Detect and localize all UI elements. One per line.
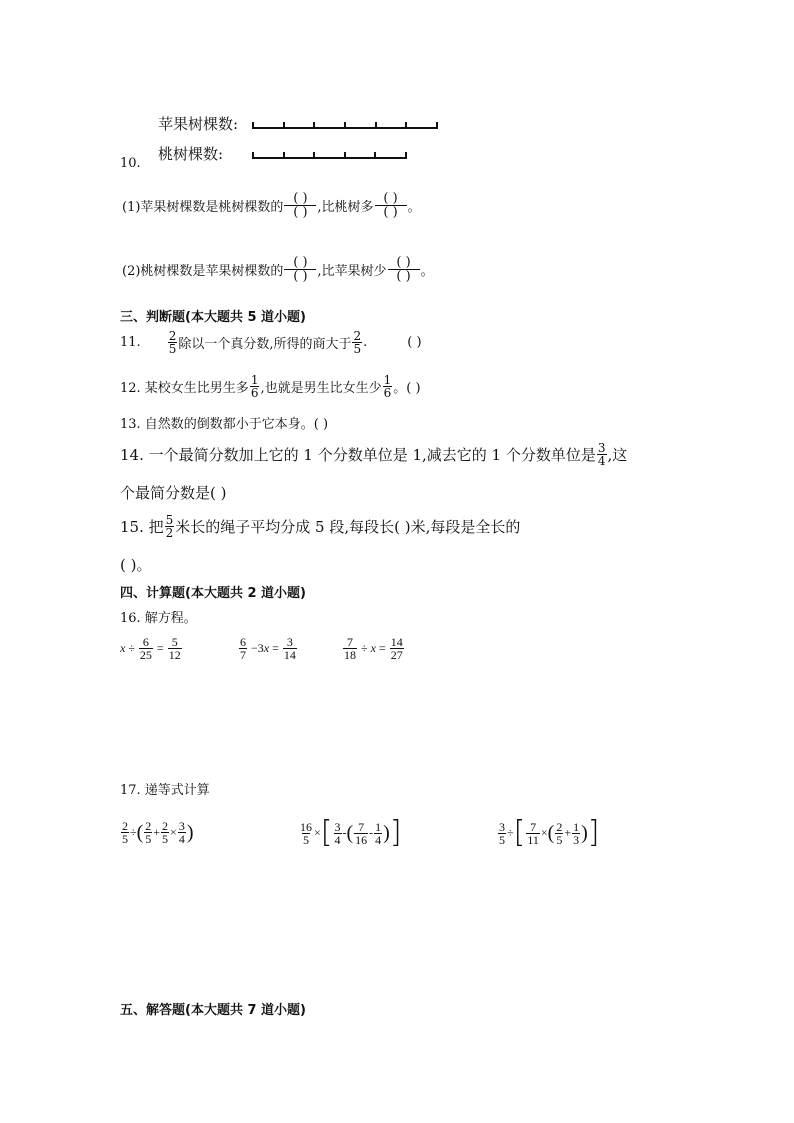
- segment-line: [252, 157, 407, 159]
- q16-title: 16. 解方程。: [120, 611, 197, 626]
- peach-label: 桃树棵数:: [158, 145, 224, 163]
- segment-tick: [405, 152, 407, 159]
- blank-fraction[interactable]: ( ) ( ): [388, 256, 420, 283]
- section-3-title: 三、判断题(本大题共 5 道小题): [120, 310, 306, 325]
- segment-tick: [344, 152, 346, 159]
- equation-3: $\frac{7}{18}$ ÷ x = $\frac{14}{27}$: [344, 635, 403, 662]
- answer-blank[interactable]: 。( ): [393, 381, 421, 396]
- segment-tick: [375, 122, 377, 129]
- q14-line2: 个最简分数是( ): [120, 484, 227, 502]
- q15: 15. 把 $\frac{5}{2}$ 米长的绳子平均分成 5 段,每段长( )米,每段是全长的: [120, 513, 521, 540]
- blank-fraction[interactable]: ( ) ( ): [284, 192, 316, 219]
- expression-3: $\frac{3}{5}$ ÷[ $\frac{7}{11}$ ×( $\frac{2}{5}$ + $\frac{1}{3}$ )]: [499, 815, 600, 850]
- segment-tick: [252, 122, 254, 129]
- section-5-title: 五、解答题(本大题共 7 道小题): [120, 1003, 306, 1018]
- blank-fraction[interactable]: ( ) ( ): [375, 192, 407, 219]
- section-4-title: 四、计算题(本大题共 2 道小题): [120, 586, 306, 601]
- equation-2: $\frac{6}{7}$ −3x = $\frac{3}{14}$: [240, 635, 296, 662]
- segment-tick: [252, 152, 254, 159]
- q12: 12. 某校女生比男生多 $\frac{1}{6}$ ,也就是男生比女生少 $\frac{1}{6}$ 。( ): [120, 373, 421, 400]
- equation-1: x ÷ $\frac{6}{25}$ = $\frac{5}{12}$: [120, 635, 181, 662]
- q14: 14. 一个最简分数加上它的 1 个分数单位是 1,减去它的 1 个分数单位是 $\frac{3}{4}$ ,这: [120, 441, 628, 468]
- q10-sub1: (1)苹果树棵数是桃树棵数的 ( ) ( ) ,比桃树多 ( ) ( ) 。: [122, 191, 421, 220]
- q11: 11. $\frac{2}{5}$ 除以一个真分数,所得的商大于 $\frac{2}{5}$ . ( ): [120, 329, 422, 356]
- q17-title: 17. 递等式计算: [120, 783, 210, 798]
- expression-2: $\frac{16}{5}$ ×[ $\frac{3}{4}$ -( $\frac{7}{16}$ - $\frac{1}{4}$ )]: [300, 815, 402, 850]
- segment-tick: [313, 152, 315, 159]
- answer-blank[interactable]: ( ): [407, 335, 422, 350]
- expression-1: $\frac{2}{5}$ ÷( $\frac{2}{5}$ + $\frac{2}{5}$ × $\frac{3}{4}$ ): [122, 819, 194, 846]
- segment-tick: [283, 152, 285, 159]
- apple-label: 苹果树棵数:: [158, 115, 239, 133]
- q13: 13. 自然数的倒数都小于它本身。( ): [120, 417, 329, 432]
- q15-line2: ( )。: [120, 556, 152, 574]
- segment-tick: [344, 122, 346, 129]
- blank-fraction[interactable]: ( ) ( ): [284, 256, 316, 283]
- segment-tick: [374, 152, 376, 159]
- q10-sub2: (2)桃树棵数是苹果树棵数的 ( ) ( ) ,比苹果树少 ( ) ( ) 。: [122, 255, 434, 284]
- q10-number: 10.: [120, 156, 141, 171]
- segment-tick: [283, 122, 285, 129]
- segment-tick: [436, 122, 438, 129]
- apple-tree-bar: [252, 121, 438, 131]
- segment-tick: [405, 122, 407, 129]
- segment-tick: [313, 122, 315, 129]
- peach-tree-bar: [252, 151, 407, 161]
